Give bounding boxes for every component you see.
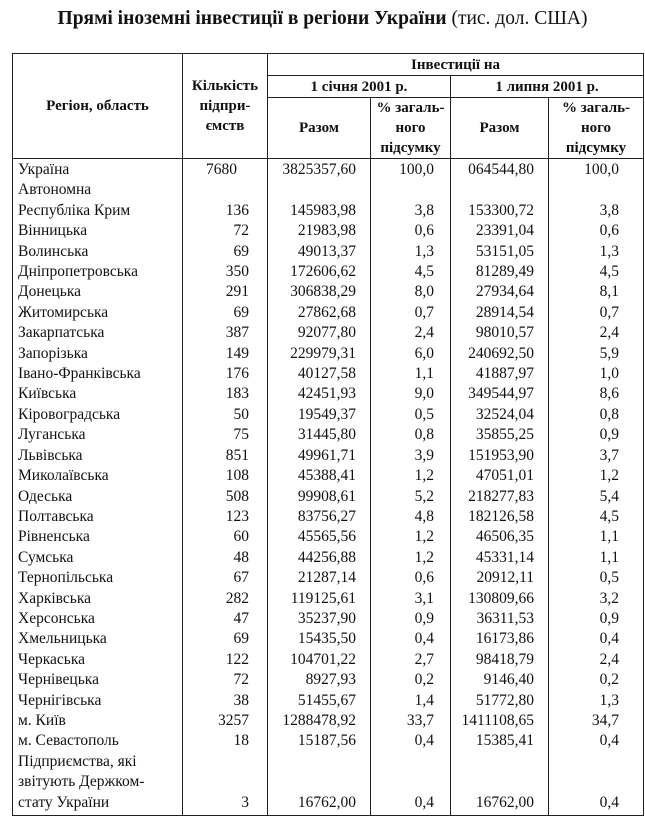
percent-jul: 1,0 [549,364,644,384]
investment-jan: 21983,98 [268,221,371,241]
investment-jul: 1411108,65 [451,711,549,731]
enterprise-count: 50 [183,405,268,425]
investment-jan: 306838,29 [268,282,371,302]
percent-jul: 0,4 [549,731,644,751]
enterprise-count: 69 [183,303,268,323]
percent-jan: 0,9 [371,609,451,629]
region-name [13,752,183,816]
table-row [13,344,644,364]
percent-jan: 0,6 [371,221,451,241]
investment-jul: 240692,50 [451,344,549,364]
enterprise-count: 7680 [183,159,268,181]
table-row [13,568,644,588]
investment-jul: 98010,57 [451,323,549,343]
percent-jul: 8,1 [549,282,644,302]
investment-jan: 145983,98 [268,180,371,221]
investment-jan: 15187,56 [268,731,371,751]
region-name: Вінницька [13,221,183,241]
header-pct-jan [371,98,451,159]
table-row [13,282,644,302]
table-row [13,303,644,323]
percent-jul: 0,9 [549,425,644,445]
table-row [13,589,644,609]
percent-jan: 1,3 [371,242,451,262]
investment-jul: 182126,58 [451,507,549,527]
percent-jan: 3,9 [371,446,451,466]
percent-jan: 0,5 [371,405,451,425]
header-date-jan: 1 січня 2001 р. [268,76,451,98]
percent-jul: 8,6 [549,384,644,404]
table-row [13,446,644,466]
table-row [13,487,644,507]
percent-jan: 2,4 [371,323,451,343]
investment-jul: 36311,53 [451,609,549,629]
region-name: Житомирська [13,303,183,323]
enterprise-count: 72 [183,221,268,241]
investment-jan: 51455,67 [268,691,371,711]
table-title [0,6,645,32]
enterprise-count: 282 [183,589,268,609]
table-row [13,425,644,445]
region-name-line: Підприємства, які [18,752,137,770]
investment-jan: 45565,56 [268,527,371,547]
enterprise-count: 3257 [183,711,268,731]
percent-jan: 0,2 [371,670,451,690]
enterprise-count: 69 [183,629,268,649]
percent-jan: 4,5 [371,262,451,282]
investment-jul: 27934,64 [451,282,549,302]
table-row [13,323,644,343]
table-row [13,711,644,731]
enterprise-count: 122 [183,650,268,670]
investment-jan: 92077,80 [268,323,371,343]
header-pct-jul [549,98,644,159]
table-row [13,650,644,670]
table-row [13,242,644,262]
region-name: Чернівецька [13,670,183,690]
table-row [13,384,644,404]
enterprise-count: 18 [183,731,268,751]
percent-jan: 9,0 [371,384,451,404]
investment-jan: 229979,31 [268,344,371,364]
region-name: Львівська [13,446,183,466]
table-row [13,629,644,649]
investment-jan: 21287,14 [268,568,371,588]
region-name: Кіровоградська [13,405,183,425]
percent-jul: 0,8 [549,405,644,425]
investment-jan: 19549,37 [268,405,371,425]
percent-jul: 0,6 [549,221,644,241]
investment-jan: 45388,41 [268,466,371,486]
table-row [13,527,644,547]
investment-jan: 42451,93 [268,384,371,404]
region-name-line: звітують Держком- [18,773,145,791]
investment-jul: 15385,41 [451,731,549,751]
header-region: Регіон, область [13,54,183,159]
percent-jan: 0,4 [371,752,451,816]
investment-table [12,53,644,816]
percent-jul: 1,3 [549,242,644,262]
percent-jul: 0,2 [549,670,644,690]
region-name: Івано-Франківська [13,364,183,384]
region-name: Волинська [13,242,183,262]
table-row [13,180,644,221]
percent-jul: 0,7 [549,303,644,323]
enterprise-count: 3 [183,752,268,816]
percent-jan: 1,2 [371,548,451,568]
region-name: Черкаська [13,650,183,670]
percent-jan: 3,1 [371,589,451,609]
region-name: Харківська [13,589,183,609]
percent-jul: 0,5 [549,568,644,588]
percent-jul: 100,0 [549,159,644,181]
investment-jul: 218277,83 [451,487,549,507]
header-pct-line: підсумку [380,140,441,156]
investment-jul: 130809,66 [451,589,549,609]
region-name: Дніпропетровська [13,262,183,282]
table-header [13,54,644,159]
region-name-line: Республіка Крим [18,201,131,219]
percent-jul: 5,9 [549,344,644,364]
investment-jul: 81289,49 [451,262,549,282]
table-row [13,670,644,690]
investment-jan: 40127,58 [268,364,371,384]
enterprise-count: 47 [183,609,268,629]
percent-jul: 1,1 [549,527,644,547]
investment-jul: 151953,90 [451,446,549,466]
table-row [13,548,644,568]
table-row [13,609,644,629]
percent-jul: 2,4 [549,323,644,343]
percent-jan: 6,0 [371,344,451,364]
investment-jul: 35855,25 [451,425,549,445]
header-count-line: підпри- [199,98,251,114]
percent-jan: 33,7 [371,711,451,731]
percent-jan: 0,8 [371,425,451,445]
enterprise-count: 67 [183,568,268,588]
investment-jan: 172606,62 [268,262,371,282]
header-pct-line: ного [580,120,612,136]
region-name: Чернігівська [13,691,183,711]
region-name: Тернопільська [13,568,183,588]
percent-jul: 1,3 [549,691,644,711]
header-total-jan: Разом [268,98,371,159]
table-row [13,507,644,527]
enterprise-count: 387 [183,323,268,343]
region-name: Рівненська [13,527,183,547]
investment-jul: 153300,72 [451,180,549,221]
percent-jan: 0,7 [371,303,451,323]
investment-jul: 46506,35 [451,527,549,547]
enterprise-count: 108 [183,466,268,486]
investment-jan: 1288478,92 [268,711,371,731]
region-name: м. Київ [13,711,183,731]
investment-jul: 16762,00 [451,752,549,816]
percent-jan: 100,0 [371,159,451,181]
title-main: Прямі іноземні інвестиції в регіони України [57,8,447,29]
investment-jan: 44256,88 [268,548,371,568]
region-name: Закарпатська [13,323,183,343]
region-name: Хмельницька [13,629,183,649]
investment-jan: 8927,93 [268,670,371,690]
enterprise-count: 75 [183,425,268,445]
percent-jul: 34,7 [549,711,644,731]
percent-jan: 1,2 [371,466,451,486]
investment-jan: 27862,68 [268,303,371,323]
percent-jul: 2,4 [549,650,644,670]
table-row [13,731,644,751]
percent-jan: 0,6 [371,568,451,588]
percent-jan: 2,7 [371,650,451,670]
header-date-jul: 1 липня 2001 р. [451,76,644,98]
percent-jan: 1,4 [371,691,451,711]
enterprise-count: 508 [183,487,268,507]
table-row [13,466,644,486]
percent-jul: 1,1 [549,548,644,568]
region-name: Київська [13,384,183,404]
percent-jul: 3,2 [549,589,644,609]
enterprise-count: 851 [183,446,268,466]
region-name: Миколаївська [13,466,183,486]
investment-jan: 49013,37 [268,242,371,262]
header-pct-line: % загаль- [376,100,445,116]
investment-jan: 119125,61 [268,589,371,609]
percent-jul: 4,5 [549,507,644,527]
table-row [13,405,644,425]
header-count-line: Кількість [191,78,259,94]
percent-jul: 0,4 [549,752,644,816]
investment-jul: 16173,86 [451,629,549,649]
investment-jul: 41887,97 [451,364,549,384]
enterprise-count: 72 [183,670,268,690]
investment-jan: 3825357,60 [268,159,371,181]
percent-jan: 1,2 [371,527,451,547]
header-count-line: ємств [205,118,245,134]
region-name: Запорізька [13,344,183,364]
table-row [13,364,644,384]
header-total-jul: Разом [451,98,549,159]
enterprise-count: 350 [183,262,268,282]
enterprise-count: 183 [183,384,268,404]
enterprise-count: 38 [183,691,268,711]
investment-jul: 98418,79 [451,650,549,670]
enterprise-count: 48 [183,548,268,568]
percent-jul: 0,4 [549,629,644,649]
percent-jul: 3,7 [549,446,644,466]
percent-jan: 4,8 [371,507,451,527]
investment-jul: 32524,04 [451,405,549,425]
region-name: Україна [13,159,183,181]
investment-jul: 51772,80 [451,691,549,711]
enterprise-count: 291 [183,282,268,302]
investment-jan: 99908,61 [268,487,371,507]
enterprise-count: 136 [183,180,268,221]
region-name: Одеська [13,487,183,507]
region-name-line: Автономна [18,181,92,199]
percent-jan: 5,2 [371,487,451,507]
investment-jul: 349544,97 [451,384,549,404]
percent-jan: 8,0 [371,282,451,302]
table-body [13,159,644,816]
enterprise-count: 149 [183,344,268,364]
region-name: Полтавська [13,507,183,527]
table-row [13,691,644,711]
header-count [183,54,268,159]
investment-jul: 064544,80 [451,159,549,181]
investment-jan: 104701,22 [268,650,371,670]
header-investments: Інвестиції на [268,54,644,76]
investment-jan: 16762,00 [268,752,371,816]
region-name: Херсонська [13,609,183,629]
header-pct-line: ного [395,120,426,136]
investment-jan: 31445,80 [268,425,371,445]
percent-jul: 3,8 [549,180,644,221]
enterprise-count: 123 [183,507,268,527]
region-name: Донецька [13,282,183,302]
enterprise-count: 176 [183,364,268,384]
percent-jan: 3,8 [371,180,451,221]
investment-jul: 45331,14 [451,548,549,568]
percent-jan: 0,4 [371,629,451,649]
investment-jan: 35237,90 [268,609,371,629]
table-row [13,262,644,282]
percent-jul: 5,4 [549,487,644,507]
header-pct-line: % загаль- [561,100,631,116]
percent-jul: 1,2 [549,466,644,486]
investment-jan: 15435,50 [268,629,371,649]
investment-jan: 83756,27 [268,507,371,527]
header-pct-line: підсумку [565,140,627,156]
investment-jul: 20912,11 [451,568,549,588]
percent-jul: 0,9 [549,609,644,629]
title-units: (тис. дол. США) [451,8,588,29]
region-name-line: стату України [18,793,110,811]
table-row [13,159,644,181]
region-name [13,180,183,221]
investment-jul: 47051,01 [451,466,549,486]
investment-jan: 49961,71 [268,446,371,466]
percent-jan: 0,4 [371,731,451,751]
region-name: Сумська [13,548,183,568]
investment-jul: 9146,40 [451,670,549,690]
investment-jul: 53151,05 [451,242,549,262]
enterprise-count: 60 [183,527,268,547]
investment-jul: 23391,04 [451,221,549,241]
region-name: Луганська [13,425,183,445]
table-row [13,752,644,816]
percent-jul: 4,5 [549,262,644,282]
enterprise-count: 69 [183,242,268,262]
percent-jan: 1,1 [371,364,451,384]
region-name: м. Севастополь [13,731,183,751]
table-row [13,221,644,241]
investment-jul: 28914,54 [451,303,549,323]
